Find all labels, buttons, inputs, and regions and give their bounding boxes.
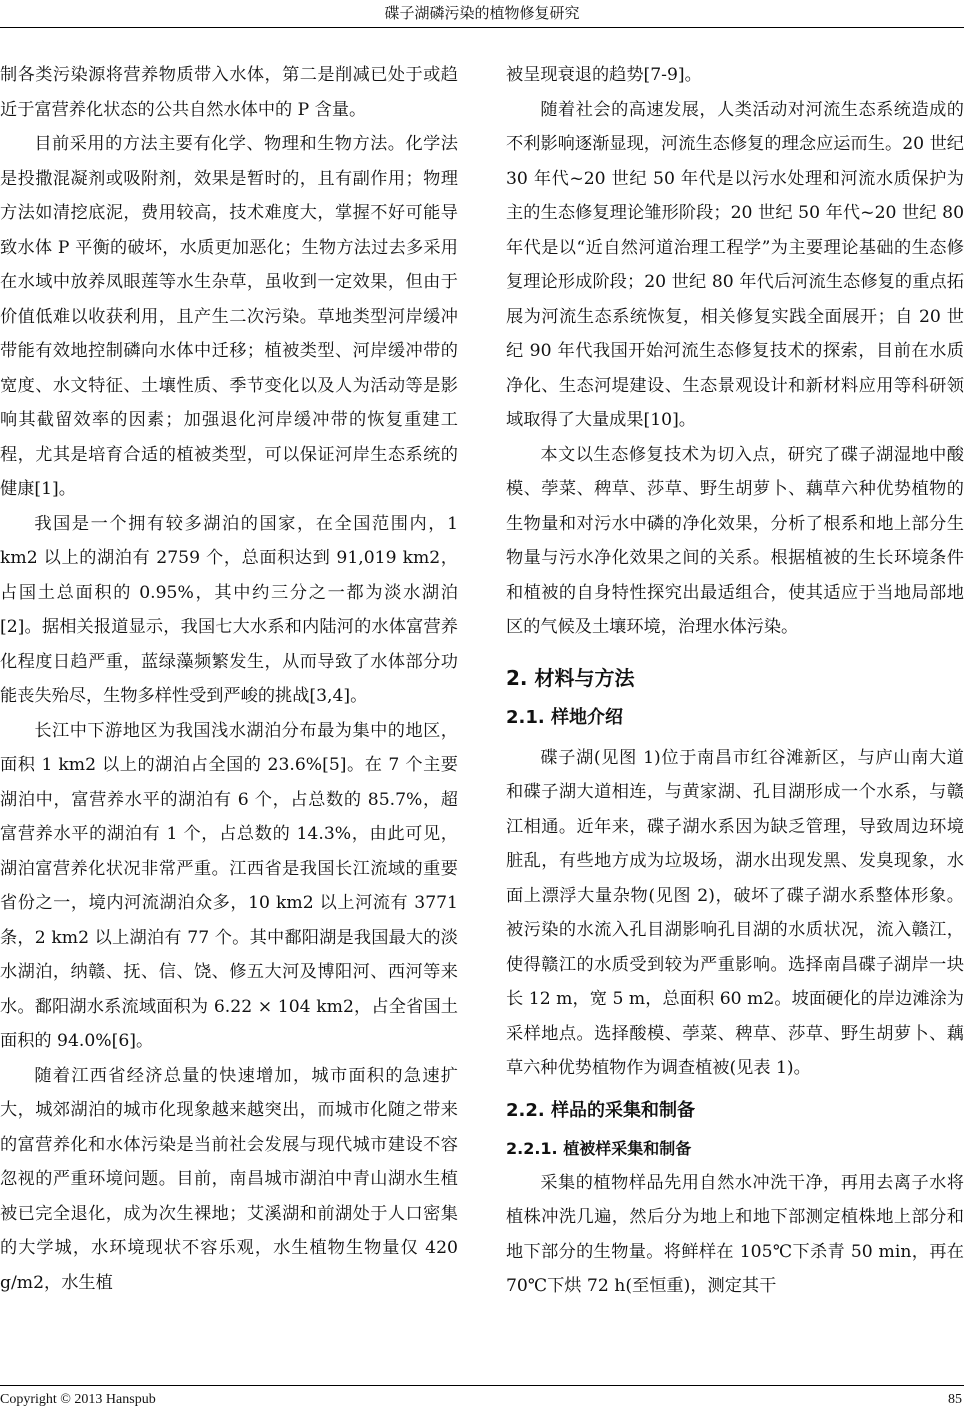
footer-copyright: Copyright © 2013 Hanspub (0, 1392, 156, 1407)
header-rule (0, 27, 964, 28)
subsection-heading: 2.2. 样品的采集和制备 (506, 1099, 695, 1121)
section-heading: 2. 材料与方法 (506, 665, 635, 690)
page-number: 85 (948, 1392, 962, 1407)
subsubsection-heading: 2.2.1. 植被样采集和制备 (506, 1138, 692, 1158)
body-paragraph: 长江中下游地区为我国浅水湖泊分布最为集中的地区，面积 1 km2 以上的湖泊占全国的 23.6%[5]。在 7 个主要湖泊中，富营养水平的湖泊有 6 个，占总数的 85.7%，超富营养水平的湖泊有 1 个，占总数的 14.3%，由此可见，湖泊富营养化状况非常严重。江西省是我国长江流域的重要省份之一，境内河流湖泊众多，10 km2 以上河流有 3771 条，2 km2 以上湖泊有 77 个。其中鄱阳湖是我国最大的淡水湖泊，纳赣、抚、信、饶、修五大河及博阳河、西河等来水。鄱阳湖水系流域面积为 6.22 × 104 km2，占全省国土面积的 94.0%[6]。 (0, 720, 458, 1051)
footer-rule (0, 1385, 964, 1386)
body-paragraph: 制各类污染源将营养物质带入水体，第二是削减已处于或趋近于富营养化状态的公共自然水体中的 P 含量。 (0, 65, 458, 120)
right-column (506, 58, 964, 1304)
running-header: 碟子湖磷污染的植物修复研究 (384, 4, 580, 22)
body-paragraph: 随着江西省经济总量的快速增加，城市面积的急速扩大，城郊湖泊的城市化现象越来越突出，而城市化随之带来的富营养化和水体污染是当前社会发展与现代城市建设不容忽视的严重环境问题。目前，南昌城市湖泊中青山湖水生植被已完全退化，成为次生裸地；艾溪湖和前湖处于人口密集的大学城，水环境现状不容乐观，水生植物生物量仅 420 g/m2，水生植 (0, 1065, 458, 1293)
body-paragraph: 碟子湖(见图 1)位于南昌市红谷滩新区，与庐山南大道和碟子湖大道相连，与黄家湖、孔目湖形成一个水系，与赣江相通。近年来，碟子湖水系因为缺乏管理，导致周边环境脏乱，有些地方成为垃圾场，湖水出现发黑、发臭现象，水面上漂浮大量杂物(见图 2)，破坏了碟子湖水系整体形象。被污染的水流入孔目湖影响孔目湖的水质状况，流入赣江，使得赣江的水质受到较为严重影响。选择南昌碟子湖岸一块长 12 m，宽 5 m，总面积 60 m2。坡面硬化的岸边滩涂为采样地点。选择酸模、荸菜、稗草、莎草、野生胡萝卜、藕草六种优势植物作为调查植被(见表 1)。 (506, 747, 964, 1078)
body-paragraph: 被呈现衰退的趋势[7-9]。 (506, 65, 702, 85)
body-paragraph: 本文以生态修复技术为切入点，研究了碟子湖湿地中酸模、荸菜、稗草、莎草、野生胡萝卜、藕草六种优势植物的生物量和对污水中磷的净化效果，分析了根系和地上部分生物量与污水净化效果之间的关系。根据植被的生长环境条件和植被的自身特性探究出最适组合，使其适应于当地局部地区的气候及土壤环境，治理水体污染。 (506, 444, 964, 637)
left-column (0, 58, 458, 1300)
body-paragraph: 目前采用的方法主要有化学、物理和生物方法。化学法是投撒混凝剂或吸附剂，效果是暂时的，且有副作用；物理方法如清挖底泥，费用较高，技术难度大，掌握不好可能导致水体 P 平衡的破坏，水质更加恶化；生物方法过去多采用在水域中放养凤眼莲等水生杂草，虽收到一定效果，但由于价值低难以收获利用，且产生二次污染。草地类型河岸缓冲带能有效地控制磷向水体中迁移；植被类型、河岸缓冲带的宽度、水文特征、土壤性质、季节变化以及人为活动等是影响其截留效率的因素；加强退化河岸缓冲带的恢复重建工程，尤其是培育合适的植被类型，可以保证河岸生态系统的健康[1]。 (0, 134, 458, 499)
subsection-heading: 2.1. 样地介绍 (506, 706, 623, 728)
body-paragraph: 随着社会的高速发展，人类活动对河流生态系统造成的不利影响逐渐显现，河流生态修复的理念应运而生。20 世纪 30 年代~20 世纪 50 年代是以污水处理和河流水质保护为主的生态修复理论雏形阶段；20 世纪 50 年代~20 世纪 80 年代是以“近自然河道治理工程学”为主要理论基础的生态修复理论形成阶段；20 世纪 80 年代后河流生态修复的重点拓展为河流生态系统恢复，相关修复实践全面展开；自 20 世纪 90 年代我国开始河流生态修复技术的探索，目前在水质净化、生态河堤建设、生态景观设计和新材料应用等科研领域取得了大量成果[10]。 (506, 99, 964, 430)
body-paragraph: 采集的植物样品先用自然水冲洗干净，再用去离子水将植株冲洗几遍，然后分为地上和地下部测定植株地上部分和地下部分的生物量。将鲜样在 105℃下杀青 50 min，再在 70℃下烘 72 h(至恒重)，测定其干 (506, 1172, 964, 1296)
body-paragraph: 我国是一个拥有较多湖泊的国家，在全国范围内，1 km2 以上的湖泊有 2759 个，总面积达到 91,019 km2，占国土总面积的 0.95%，其中约三分之一都为淡水湖泊[2]。据相关报道显示，我国七大水系和内陆河的水体富营养化程度日趋严重，蓝绿藻频繁发生，从而导致了水体部分功能丧失殆尽，生物多样性受到严峻的挑战[3,4]。 (0, 513, 458, 706)
